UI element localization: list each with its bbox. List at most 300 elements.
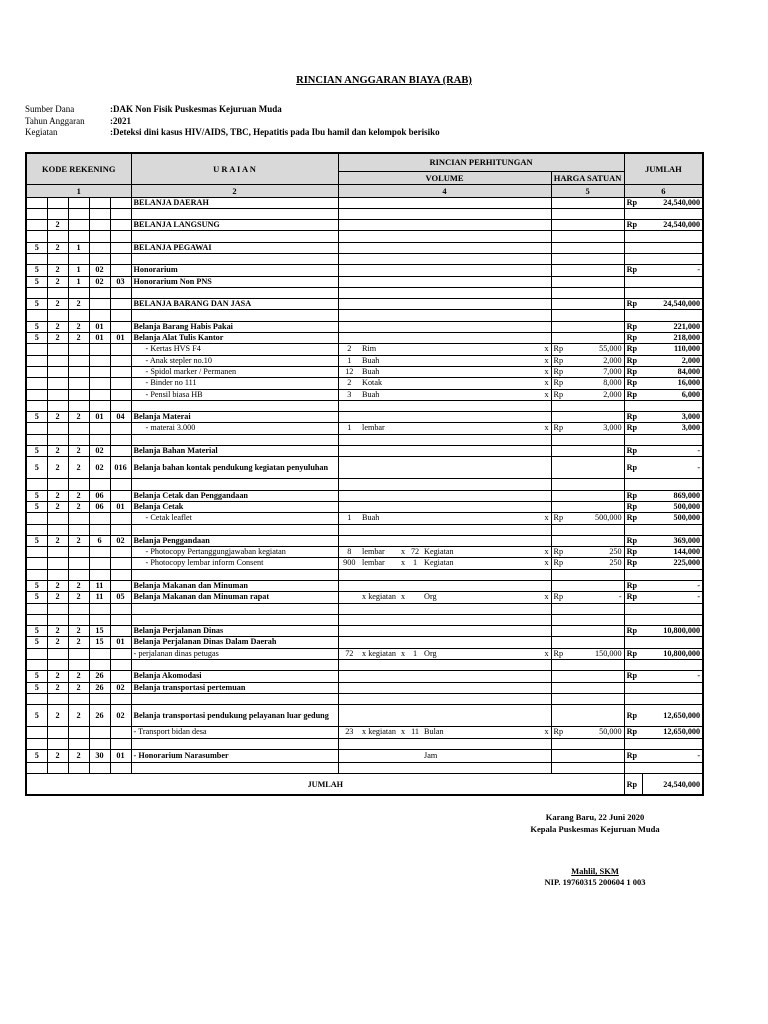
volume-unit bbox=[360, 446, 398, 457]
header-num-4: 4 bbox=[338, 184, 551, 197]
harga-rp bbox=[551, 253, 569, 264]
meta-row-kegiatan bbox=[25, 127, 440, 139]
kode-segment bbox=[110, 434, 131, 445]
harga-rp bbox=[551, 197, 569, 208]
kode-segment: 06 bbox=[89, 501, 110, 512]
volume-unit2 bbox=[422, 333, 469, 344]
volume-unit2 bbox=[422, 603, 469, 614]
volume-unit: lembar bbox=[360, 423, 398, 434]
header-rincian: RINCIAN PERHITUNGAN bbox=[338, 153, 624, 171]
volume-x bbox=[469, 603, 551, 614]
volume-qty bbox=[338, 738, 360, 749]
kode-segment bbox=[47, 231, 68, 242]
volume-unit2 bbox=[422, 197, 469, 208]
volume-qty bbox=[338, 490, 360, 501]
kode-segment: 6 bbox=[89, 535, 110, 546]
volume-times bbox=[398, 479, 408, 490]
jumlah-value: - bbox=[642, 457, 703, 479]
kode-segment bbox=[47, 355, 68, 366]
uraian-cell: - materai 3.000 bbox=[131, 423, 338, 434]
harga-value: - bbox=[569, 592, 624, 603]
harga-rp bbox=[551, 457, 569, 479]
jumlah-value: - bbox=[642, 592, 703, 603]
kode-segment bbox=[89, 253, 110, 264]
harga-value bbox=[569, 637, 624, 648]
uraian-cell bbox=[131, 479, 338, 490]
kode-segment bbox=[68, 727, 89, 738]
harga-rp: Rp bbox=[551, 547, 569, 558]
kode-segment bbox=[110, 446, 131, 457]
kode-segment bbox=[68, 400, 89, 411]
volume-unit2 bbox=[422, 490, 469, 501]
jumlah-value: 12,650,000 bbox=[642, 727, 703, 738]
volume-times bbox=[398, 738, 408, 749]
volume-unit2 bbox=[422, 524, 469, 535]
volume-qty2 bbox=[408, 287, 422, 298]
harga-value: 250 bbox=[569, 547, 624, 558]
kode-segment: 2 bbox=[47, 581, 68, 592]
harga-value bbox=[569, 287, 624, 298]
volume-times bbox=[398, 321, 408, 332]
table-row bbox=[26, 727, 703, 738]
volume-unit2 bbox=[422, 287, 469, 298]
uraian-cell: Belanja Makanan dan Minuman rapat bbox=[131, 592, 338, 603]
kode-segment: 2 bbox=[68, 490, 89, 501]
table-row bbox=[26, 265, 703, 276]
volume-times bbox=[398, 197, 408, 208]
kode-segment bbox=[110, 265, 131, 276]
kode-segment bbox=[68, 220, 89, 231]
harga-rp bbox=[551, 310, 569, 321]
volume-times bbox=[398, 434, 408, 445]
kode-segment bbox=[68, 762, 89, 773]
volume-times bbox=[398, 220, 408, 231]
header-volume: VOLUME bbox=[338, 171, 551, 184]
uraian-cell bbox=[131, 660, 338, 671]
volume-qty2 bbox=[408, 220, 422, 231]
volume-unit bbox=[360, 265, 398, 276]
volume-times bbox=[398, 231, 408, 242]
kode-segment bbox=[110, 603, 131, 614]
uraian-cell: Honorarium Non PNS bbox=[131, 276, 338, 287]
volume-times: x bbox=[398, 547, 408, 558]
volume-x bbox=[469, 479, 551, 490]
kode-segment bbox=[110, 423, 131, 434]
kode-segment: 2 bbox=[47, 265, 68, 276]
volume-unit2 bbox=[422, 682, 469, 693]
volume-unit2 bbox=[422, 513, 469, 524]
volume-x bbox=[469, 242, 551, 253]
kode-segment: 2 bbox=[47, 682, 68, 693]
volume-qty bbox=[338, 400, 360, 411]
kode-segment: 11 bbox=[89, 581, 110, 592]
volume-times bbox=[398, 457, 408, 479]
kode-segment: 2 bbox=[68, 705, 89, 727]
kode-segment bbox=[47, 603, 68, 614]
kode-segment bbox=[47, 479, 68, 490]
kode-segment bbox=[110, 310, 131, 321]
harga-rp bbox=[551, 637, 569, 648]
harga-rp bbox=[551, 626, 569, 637]
kode-segment: 2 bbox=[47, 446, 68, 457]
jumlah-value: 221,000 bbox=[642, 321, 703, 332]
volume-unit2 bbox=[422, 423, 469, 434]
uraian-cell: BELANJA BARANG DAN JASA bbox=[131, 299, 338, 310]
kode-segment bbox=[89, 513, 110, 524]
jumlah-value: - bbox=[642, 581, 703, 592]
volume-x bbox=[469, 208, 551, 219]
spacer-row bbox=[26, 253, 703, 264]
kode-segment bbox=[89, 231, 110, 242]
spacer-row bbox=[26, 310, 703, 321]
spacer-row bbox=[26, 231, 703, 242]
volume-x bbox=[469, 535, 551, 546]
volume-unit: Buah bbox=[360, 513, 398, 524]
volume-unit bbox=[360, 637, 398, 648]
uraian-cell bbox=[131, 231, 338, 242]
volume-unit: lembar bbox=[360, 558, 398, 569]
volume-qty2: 72 bbox=[408, 547, 422, 558]
volume-x bbox=[469, 220, 551, 231]
volume-times bbox=[398, 400, 408, 411]
volume-x bbox=[469, 299, 551, 310]
jumlah-rp bbox=[624, 253, 642, 264]
kode-segment bbox=[89, 547, 110, 558]
meta-row-sumber-dana bbox=[25, 104, 440, 116]
kode-segment bbox=[68, 524, 89, 535]
volume-x bbox=[469, 682, 551, 693]
kode-segment: 05 bbox=[110, 592, 131, 603]
volume-qty bbox=[338, 299, 360, 310]
volume-times bbox=[398, 276, 408, 287]
meta-value: :DAK Non Fisik Puskesmas Kejuruan Muda bbox=[110, 104, 282, 114]
spacer-row bbox=[26, 208, 703, 219]
volume-unit2 bbox=[422, 457, 469, 479]
table-row bbox=[26, 321, 703, 332]
jumlah-value: 144,000 bbox=[642, 547, 703, 558]
harga-value bbox=[569, 333, 624, 344]
kode-segment bbox=[68, 738, 89, 749]
kode-segment bbox=[89, 727, 110, 738]
kode-segment bbox=[68, 208, 89, 219]
volume-qty bbox=[338, 671, 360, 682]
spacer-row bbox=[26, 524, 703, 535]
jumlah-value bbox=[642, 310, 703, 321]
harga-value bbox=[569, 321, 624, 332]
volume-unit2: Bulan bbox=[422, 727, 469, 738]
volume-unit bbox=[360, 434, 398, 445]
jumlah-rp: Rp bbox=[624, 547, 642, 558]
uraian-cell: Belanja Cetak dan Penggandaan bbox=[131, 490, 338, 501]
spacer-row bbox=[26, 287, 703, 298]
harga-value bbox=[569, 762, 624, 773]
jumlah-rp bbox=[624, 569, 642, 580]
kode-segment bbox=[47, 524, 68, 535]
volume-qty2 bbox=[408, 457, 422, 479]
kode-segment: 5 bbox=[26, 671, 47, 682]
kode-segment bbox=[47, 434, 68, 445]
harga-value bbox=[569, 457, 624, 479]
volume-qty2 bbox=[408, 344, 422, 355]
kode-segment bbox=[89, 355, 110, 366]
table-row bbox=[26, 513, 703, 524]
jumlah-value bbox=[642, 693, 703, 704]
volume-qty bbox=[338, 637, 360, 648]
volume-unit bbox=[360, 705, 398, 727]
kode-segment bbox=[110, 558, 131, 569]
harga-rp bbox=[551, 231, 569, 242]
volume-unit: Buah bbox=[360, 366, 398, 377]
kode-segment: 2 bbox=[47, 705, 68, 727]
harga-rp bbox=[551, 265, 569, 276]
volume-qty2 bbox=[408, 693, 422, 704]
kode-segment bbox=[89, 648, 110, 659]
kode-segment: 01 bbox=[89, 412, 110, 423]
volume-x: x bbox=[469, 366, 551, 377]
volume-x: x bbox=[469, 423, 551, 434]
volume-qty2 bbox=[408, 738, 422, 749]
volume-qty bbox=[338, 524, 360, 535]
jumlah-rp bbox=[624, 400, 642, 411]
kode-segment bbox=[110, 197, 131, 208]
volume-times bbox=[398, 614, 408, 625]
volume-unit bbox=[360, 581, 398, 592]
harga-rp bbox=[551, 321, 569, 332]
kode-segment bbox=[47, 762, 68, 773]
kode-segment bbox=[89, 197, 110, 208]
table-row bbox=[26, 389, 703, 400]
kode-segment bbox=[68, 558, 89, 569]
jumlah-value: 10,800,000 bbox=[642, 626, 703, 637]
volume-qty: 900 bbox=[338, 558, 360, 569]
harga-value bbox=[569, 400, 624, 411]
kode-segment bbox=[26, 208, 47, 219]
volume-unit bbox=[360, 738, 398, 749]
volume-x bbox=[469, 569, 551, 580]
spacer-row bbox=[26, 400, 703, 411]
uraian-cell: Belanja Bahan Material bbox=[131, 446, 338, 457]
header-num-6: 6 bbox=[624, 184, 703, 197]
volume-times bbox=[398, 355, 408, 366]
volume-unit2 bbox=[422, 366, 469, 377]
table-row bbox=[26, 535, 703, 546]
harga-rp bbox=[551, 490, 569, 501]
jumlah-rp: Rp bbox=[624, 220, 642, 231]
harga-rp bbox=[551, 220, 569, 231]
spacer-row bbox=[26, 614, 703, 625]
volume-x: x bbox=[469, 513, 551, 524]
volume-unit2 bbox=[422, 535, 469, 546]
kode-segment bbox=[26, 558, 47, 569]
harga-value: 150,000 bbox=[569, 648, 624, 659]
volume-qty2 bbox=[408, 614, 422, 625]
harga-rp: Rp bbox=[551, 355, 569, 366]
jumlah-value bbox=[642, 682, 703, 693]
kode-segment bbox=[89, 738, 110, 749]
volume-qty bbox=[338, 682, 360, 693]
kode-segment: 5 bbox=[26, 446, 47, 457]
volume-unit2 bbox=[422, 614, 469, 625]
harga-value bbox=[569, 524, 624, 535]
kode-segment bbox=[89, 389, 110, 400]
volume-qty bbox=[338, 231, 360, 242]
kode-segment bbox=[47, 378, 68, 389]
uraian-cell: - Honorarium Narasumber bbox=[131, 749, 338, 762]
header-uraian: U R A I A N bbox=[131, 153, 338, 184]
spacer-row bbox=[26, 660, 703, 671]
volume-x: x bbox=[469, 355, 551, 366]
jumlah-value: 24,540,000 bbox=[642, 197, 703, 208]
jumlah-value: 500,000 bbox=[642, 513, 703, 524]
volume-qty bbox=[338, 749, 360, 762]
kode-segment: 2 bbox=[47, 412, 68, 423]
volume-times bbox=[398, 671, 408, 682]
harga-value bbox=[569, 479, 624, 490]
kode-segment bbox=[110, 355, 131, 366]
jumlah-value: 110,000 bbox=[642, 344, 703, 355]
kode-segment: 5 bbox=[26, 457, 47, 479]
uraian-cell bbox=[131, 287, 338, 298]
kode-segment bbox=[89, 660, 110, 671]
uraian-cell bbox=[131, 762, 338, 773]
meta-value: :Deteksi dini kasus HIV/AIDS, TBC, Hepatitis pada Ibu hamil dan kelompok berisiko bbox=[110, 127, 440, 137]
jumlah-rp bbox=[624, 479, 642, 490]
volume-times bbox=[398, 446, 408, 457]
kode-segment bbox=[26, 660, 47, 671]
harga-value bbox=[569, 412, 624, 423]
harga-rp bbox=[551, 705, 569, 727]
kode-segment: 26 bbox=[89, 671, 110, 682]
kode-segment: 2 bbox=[47, 749, 68, 762]
kode-segment: 1 bbox=[68, 242, 89, 253]
kode-segment: 5 bbox=[26, 242, 47, 253]
uraian-cell: Honorarium bbox=[131, 265, 338, 276]
volume-qty bbox=[338, 479, 360, 490]
harga-rp bbox=[551, 693, 569, 704]
kode-segment bbox=[110, 727, 131, 738]
table-row bbox=[26, 197, 703, 208]
volume-x bbox=[469, 738, 551, 749]
volume-times: x bbox=[398, 727, 408, 738]
table-row bbox=[26, 558, 703, 569]
volume-qty2 bbox=[408, 299, 422, 310]
volume-unit bbox=[360, 231, 398, 242]
volume-unit2 bbox=[422, 569, 469, 580]
signature-nip: NIP. 19760315 200604 1 003 bbox=[544, 877, 646, 887]
harga-value bbox=[569, 535, 624, 546]
jumlah-rp: Rp bbox=[624, 446, 642, 457]
kode-segment bbox=[89, 569, 110, 580]
kode-segment bbox=[68, 389, 89, 400]
kode-segment bbox=[110, 378, 131, 389]
jumlah-value bbox=[642, 276, 703, 287]
kode-segment: 02 bbox=[89, 276, 110, 287]
header-num-2: 2 bbox=[131, 184, 338, 197]
harga-rp bbox=[551, 434, 569, 445]
volume-qty: 2 bbox=[338, 378, 360, 389]
volume-times bbox=[398, 501, 408, 512]
kode-segment bbox=[47, 423, 68, 434]
volume-unit: Buah bbox=[360, 389, 398, 400]
volume-unit2 bbox=[422, 479, 469, 490]
header-kode-rekening: KODE REKENING bbox=[26, 153, 131, 184]
volume-times bbox=[398, 490, 408, 501]
table-row bbox=[26, 242, 703, 253]
volume-unit bbox=[360, 253, 398, 264]
signature-place-date: Karang Baru, 22 Juni 2020 bbox=[545, 812, 645, 822]
uraian-cell: Belanja Perjalanan Dinas Dalam Daerah bbox=[131, 637, 338, 648]
jumlah-rp: Rp bbox=[624, 333, 642, 344]
volume-qty2 bbox=[408, 682, 422, 693]
volume-x bbox=[469, 626, 551, 637]
jumlah-value: 3,000 bbox=[642, 423, 703, 434]
kode-segment bbox=[26, 344, 47, 355]
harga-value bbox=[569, 749, 624, 762]
jumlah-rp bbox=[624, 231, 642, 242]
volume-unit: Buah bbox=[360, 355, 398, 366]
volume-qty2 bbox=[408, 333, 422, 344]
volume-x: x bbox=[469, 648, 551, 659]
uraian-cell: Belanja Cetak bbox=[131, 501, 338, 512]
kode-segment: 2 bbox=[68, 457, 89, 479]
harga-value bbox=[569, 693, 624, 704]
volume-unit bbox=[360, 693, 398, 704]
kode-segment: 2 bbox=[47, 592, 68, 603]
jumlah-value bbox=[642, 524, 703, 535]
spacer-row bbox=[26, 479, 703, 490]
volume-qty2 bbox=[408, 208, 422, 219]
kode-segment bbox=[89, 208, 110, 219]
table-row bbox=[26, 547, 703, 558]
volume-unit2 bbox=[422, 626, 469, 637]
kode-segment: 5 bbox=[26, 321, 47, 332]
jumlah-value: 16,000 bbox=[642, 378, 703, 389]
jumlah-rp: Rp bbox=[624, 501, 642, 512]
volume-qty2 bbox=[408, 446, 422, 457]
volume-times bbox=[398, 569, 408, 580]
harga-rp bbox=[551, 569, 569, 580]
volume-x bbox=[469, 457, 551, 479]
volume-unit2 bbox=[422, 581, 469, 592]
kode-segment bbox=[89, 524, 110, 535]
table-row bbox=[26, 333, 703, 344]
uraian-cell: - Binder no 111 bbox=[131, 378, 338, 389]
volume-unit2 bbox=[422, 412, 469, 423]
harga-value: 2,000 bbox=[569, 389, 624, 400]
uraian-cell: - Transport bidan desa bbox=[131, 727, 338, 738]
volume-unit2 bbox=[422, 208, 469, 219]
volume-qty2 bbox=[408, 569, 422, 580]
volume-qty2 bbox=[408, 253, 422, 264]
jumlah-rp: Rp bbox=[624, 197, 642, 208]
kode-segment: 2 bbox=[47, 457, 68, 479]
harga-rp bbox=[551, 412, 569, 423]
volume-qty bbox=[338, 592, 360, 603]
kode-segment: 5 bbox=[26, 592, 47, 603]
volume-unit2 bbox=[422, 501, 469, 512]
volume-times bbox=[398, 344, 408, 355]
jumlah-value bbox=[642, 434, 703, 445]
volume-unit2 bbox=[422, 762, 469, 773]
volume-qty: 1 bbox=[338, 355, 360, 366]
total-value: 24,540,000 bbox=[642, 774, 703, 796]
kode-segment bbox=[47, 614, 68, 625]
jumlah-value bbox=[642, 208, 703, 219]
jumlah-rp: Rp bbox=[624, 705, 642, 727]
uraian-cell bbox=[131, 253, 338, 264]
volume-qty2 bbox=[408, 321, 422, 332]
table-row bbox=[26, 299, 703, 310]
